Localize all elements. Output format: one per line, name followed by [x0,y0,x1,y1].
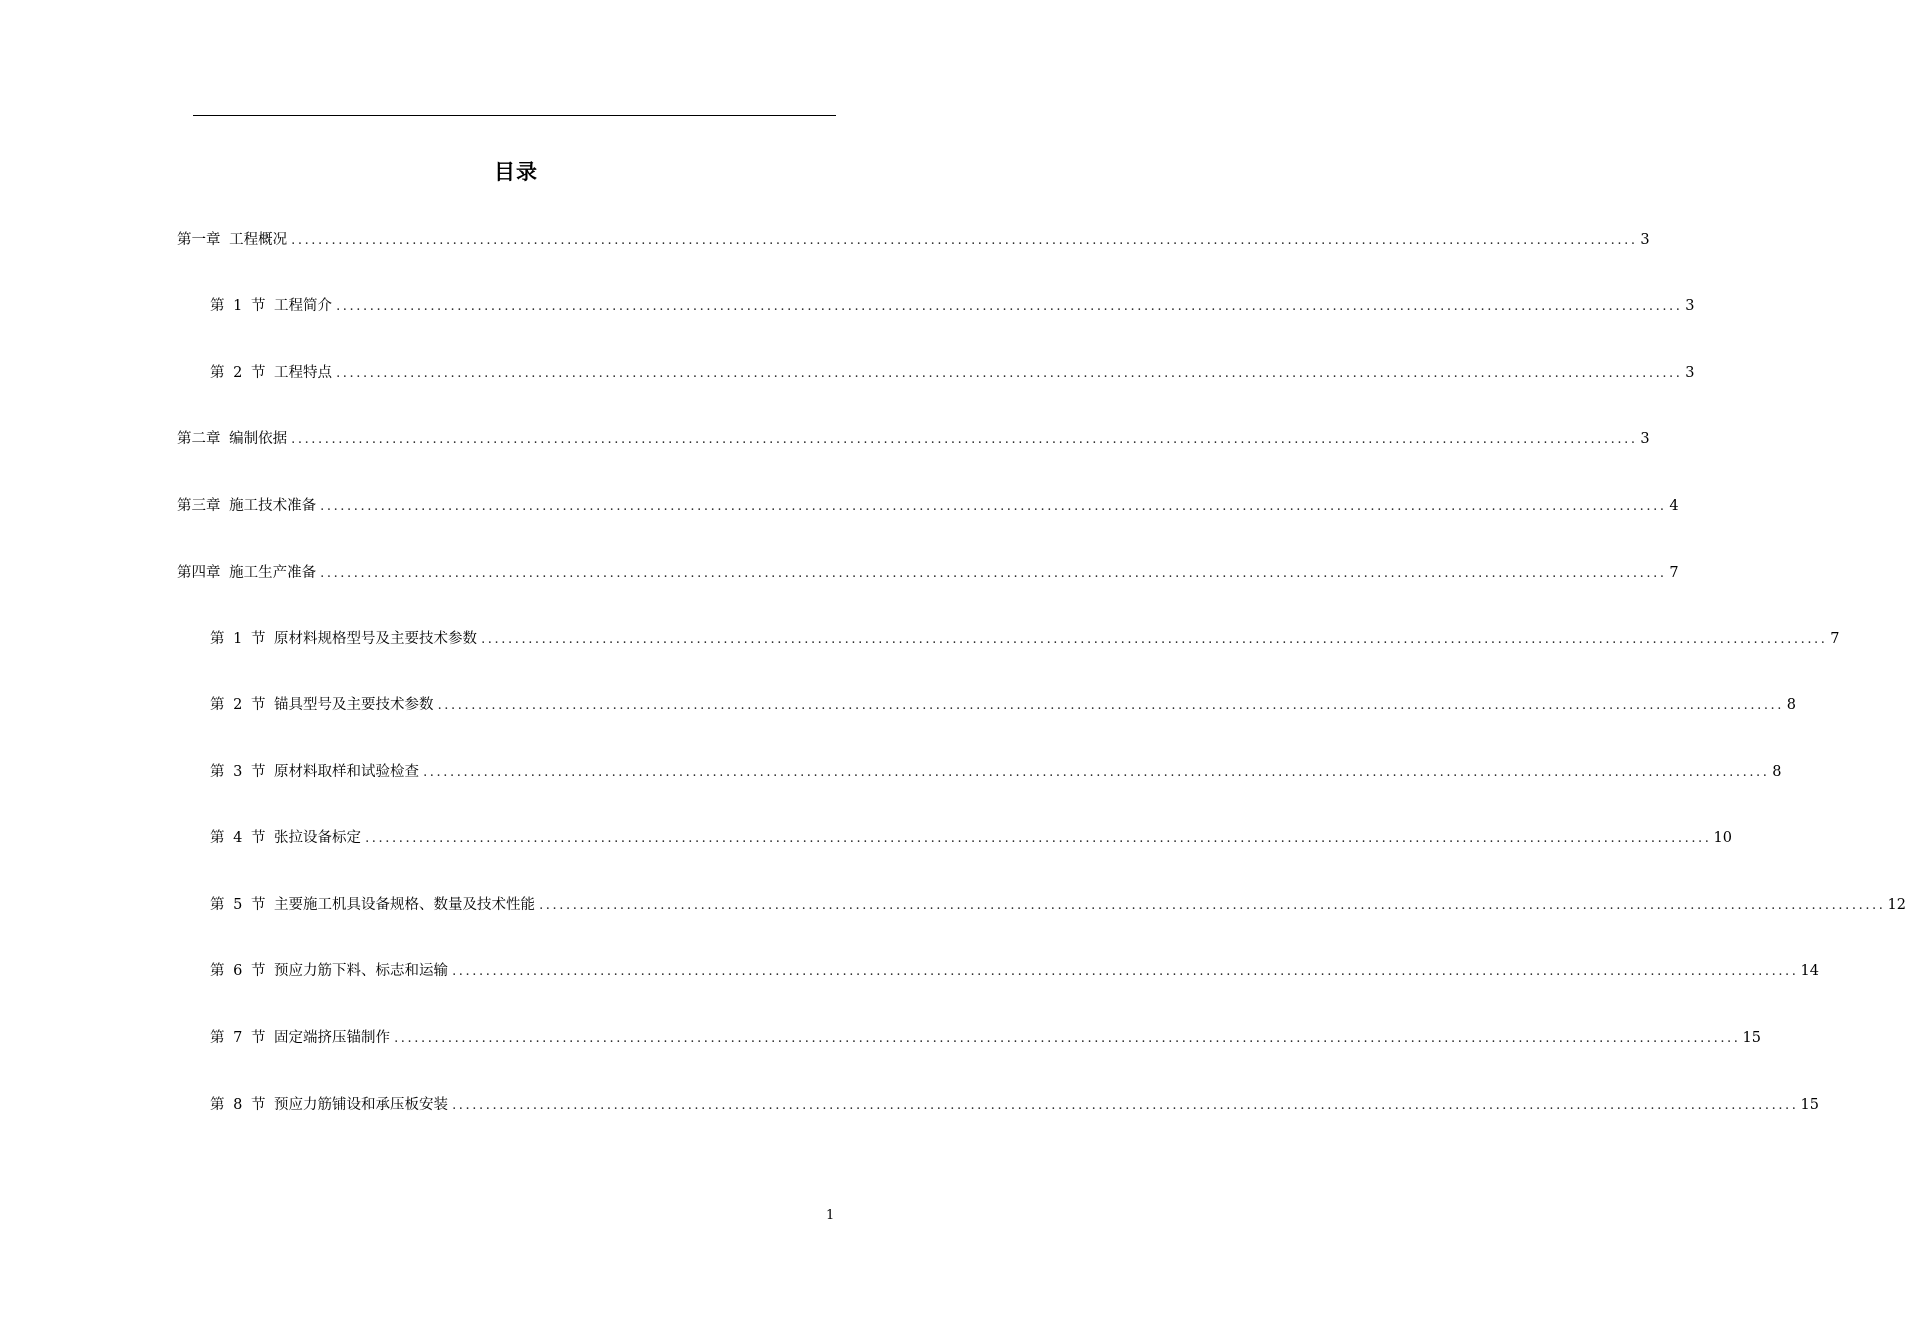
toc-entry-page: 7 [1669,565,1679,581]
toc-entry[interactable] [210,895,1906,915]
toc-entry-label: 第 1 节 原材料规格型号及主要技术参数 [210,631,478,647]
toc-entry[interactable] [210,1095,1819,1115]
toc-entry[interactable] [210,695,1797,715]
toc-entry[interactable] [177,429,1650,449]
toc-entry-label: 第一章 工程概况 [177,232,288,248]
toc-title: 目录 [494,160,538,184]
toc-leader-dots: ........................................................................................................................................................................................................ [437,698,1785,713]
toc-entry-page: 3 [1640,232,1650,248]
toc-leader-dots: ........................................................................................................................................................................................................ [394,1031,1741,1046]
toc-entry-page: 7 [1830,631,1840,647]
toc-entry-page: 8 [1772,764,1782,780]
toc-entry-label: 第 7 节 固定端挤压锚制作 [210,1030,391,1046]
toc-entry-label: 第四章 施工生产准备 [177,565,317,581]
toc-entry-label: 第 4 节 张拉设备标定 [210,830,362,846]
toc-entry-label: 第 3 节 原材料取样和试验检查 [210,764,420,780]
toc-entry[interactable] [177,230,1650,250]
toc-leader-dots: ........................................................................................................................................................................................................ [539,898,1886,913]
toc-leader-dots: ........................................................................................................................................................................................................ [336,366,1683,381]
toc-entry-page: 12 [1887,897,1906,913]
toc-entry-page: 3 [1685,365,1695,381]
toc-entry-label: 第 8 节 预应力筋铺设和承压板安装 [210,1097,449,1113]
toc-leader-dots: ........................................................................................................................................................................................................ [291,233,1638,248]
toc-leader-dots: ........................................................................................................................................................................................................ [365,831,1712,846]
toc-entry-page: 15 [1800,1097,1819,1113]
toc-entry-label: 第三章 施工技术准备 [177,498,317,514]
toc-leader-dots: ........................................................................................................................................................................................................ [320,566,1667,581]
toc-entry[interactable] [210,961,1819,981]
toc-entry[interactable] [177,496,1679,516]
toc-entry-label: 第 2 节 锚具型号及主要技术参数 [210,697,434,713]
toc-entry-page: 3 [1640,431,1650,447]
toc-entry-label: 第 1 节 工程简介 [210,298,333,314]
toc-leader-dots: ........................................................................................................................................................................................................ [423,765,1770,780]
toc-entry[interactable] [210,363,1695,383]
toc-entry[interactable] [210,1028,1761,1048]
toc-entry[interactable] [210,296,1695,316]
toc-entry-page: 4 [1669,498,1679,514]
toc-leader-dots: ........................................................................................................................................................................................................ [336,299,1683,314]
toc-entry-label: 第 5 节 主要施工机具设备规格、数量及技术性能 [210,897,536,913]
toc-entry-label: 第 2 节 工程特点 [210,365,333,381]
toc-entry-page: 3 [1685,298,1695,314]
toc-entry-label: 第 6 节 预应力筋下料、标志和运输 [210,963,449,979]
toc-entry[interactable] [210,629,1840,649]
toc-entry-page: 10 [1713,830,1732,846]
toc-entry[interactable] [177,563,1679,583]
toc-entry-page: 8 [1786,697,1797,713]
toc-leader-dots: ........................................................................................................................................................................................................ [452,1098,1799,1113]
toc-entry-page: 14 [1800,963,1819,979]
page-number: 1 [826,1208,835,1223]
toc-leader-dots: ........................................................................................................................................................................................................ [291,432,1638,447]
toc-entry[interactable] [210,828,1732,848]
toc-leader-dots: ........................................................................................................................................................................................................ [320,499,1667,514]
toc-entry-page: 15 [1742,1030,1761,1046]
toc-entry-label: 第二章 编制依据 [177,431,288,447]
toc-leader-dots: ........................................................................................................................................................................................................ [452,964,1799,979]
toc-entry[interactable] [210,762,1782,782]
toc-leader-dots: ........................................................................................................................................................................................................ [481,632,1828,647]
